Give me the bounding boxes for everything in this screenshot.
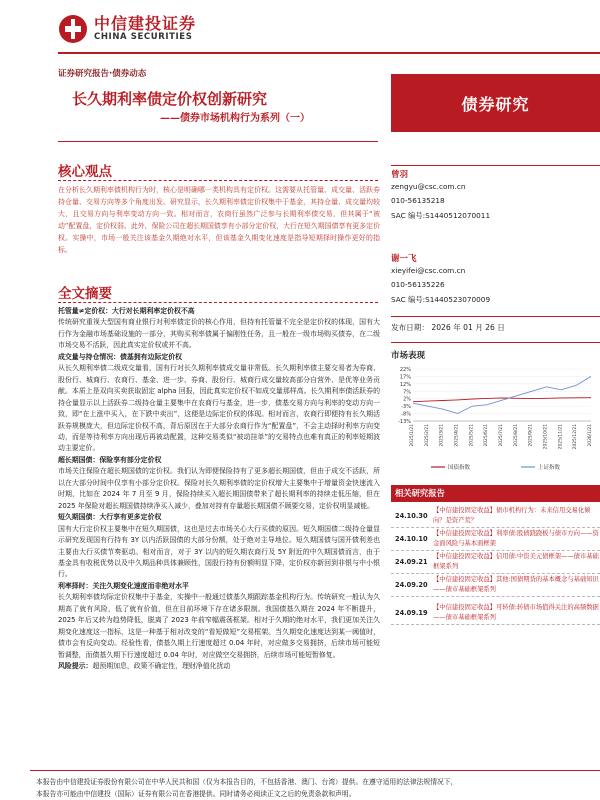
category-box: 债券研究: [391, 74, 600, 132]
summary-paragraph: 市场关注保险在超长期国债的定价权。我们认为即便保险持有了更多超长期国债，但由于成交不活跃，所以在大部分时间中仅享有小部分定价权。保险对长久期利率债的定价权增大主要集中于增量资金快速流入时期，比如在 2024 年 7 月至 9 月，保险持续买入超长期国债带来了超长期利率的持续走低压缩，但在 2025 年保险对超长期国债持续净买入减少，叠加对持有存量超长期国债不顾要交易，定价权明显减能。: [58, 467, 380, 510]
y-tick-label: -13%: [398, 419, 411, 425]
related-date: 24.09.20: [395, 581, 428, 589]
summary-paragraph: 传统研究重视大型国有商业银行对利率债定价的核心作用，但持有托管量不完全是定价权的体现，国有大行作为金融市场基础设施的一部分，其购买利率债属于偏刚性任务，且一般在一级市场购买债券，在二级市场交易不活跃，因此真实定价权或并不高。: [58, 318, 380, 350]
series-line: [413, 376, 591, 413]
x-tick-label: 2025/1/21: [410, 424, 415, 447]
x-tick-label: 2025/5/21: [469, 424, 475, 447]
y-tick-label: 12%: [399, 381, 411, 388]
brand-name-en: CHINA SECURITIES: [94, 32, 193, 42]
x-tick-label: 2025/8/21: [513, 424, 519, 447]
x-tick-label: 2025/10/21: [543, 424, 549, 450]
core-heading: 核心观点: [58, 164, 112, 180]
market-chart-svg: [391, 363, 600, 473]
x-tick-label: 2025/11/21: [558, 424, 564, 450]
analyst-name: 谢一飞: [391, 254, 417, 264]
related-heading: 相关研究报告: [391, 485, 600, 502]
legend-label: 上证指数: [538, 465, 561, 471]
core-rule: [58, 180, 378, 181]
summary-lead: 短久期国债：大行享有更多定价权: [58, 513, 162, 522]
csc-logo-icon: [58, 14, 88, 44]
related-item[interactable]: [391, 551, 600, 574]
analyst-phone: 010-56135218: [391, 196, 445, 206]
related-item[interactable]: [391, 574, 600, 597]
footer-rule: [30, 770, 600, 771]
x-tick-label: 2025/9/21: [528, 424, 534, 447]
report-type: 证券研究报告·债券动态: [58, 69, 147, 79]
analyst-sac: SAC 编号:S1440523070009: [391, 294, 491, 304]
x-tick-label: 2025/3/21: [439, 424, 445, 447]
summary-lead: 成交量与持仓情况：债基拥有边际定价权: [58, 352, 183, 361]
summary-paragraph: 国有大行定价权主要集中在短久期国债，这也是过去市场关心大行买债的原因。短久期国债二级持仓量显示研究发现国有行持有 3Y 以内活跃国债的大部分份额，处于绝对主导地位。短久期国债与国开债利差也主要由大行买债节奏驱动。相对而言，对于 3Y 以内的短久期农商行及 5Y 附近的中久期国债而言，由于基金具有收税优势以及中久期品种具体兼顾性，国股行持有份额明显下降，定价权亦新回到非银与中小银行。: [58, 524, 380, 579]
footer-line: 本报告亦可能由中信建投（国际）证券有限公司在香港提供。同时请务必阅读正文之后的免责条款和声明。: [36, 790, 356, 798]
summary-lead: 超长期国债：保险享有部分定价权: [58, 455, 162, 464]
risk-warning: [58, 661, 380, 672]
analyst-phone: 010-56135226: [391, 280, 445, 290]
date-rule: [391, 316, 600, 317]
x-tick-label: 2025/6/21: [484, 424, 490, 447]
analyst-card: [391, 168, 600, 223]
series-line: [413, 398, 591, 402]
summary-lead: 利率择时：关注久期变化速度而非绝对水平: [58, 581, 189, 590]
y-tick-label: 2%: [403, 396, 411, 403]
summary-paragraph: 从长久期利率债二级成交量看，国有行对长久期利率债成交量非常低。长久期利率债主要交易者为券商、股份行、城商行、农商行、基金、进一步、券商、股份行、城商行成交量较高部分自营外、是优等业务贡献。本质上是双向买卖获取固定 alpha 回报，因此真实定价权不如成交量那样高。长久期利率债活跃券的持仓量显示以上活跃券二级持仓量主要集中在农商行与基金，进一步，债基交易方向与利率的变动方向一致，即“在上涨中买入，在下跌中卖出”，这便是边际定价权的体现。相对而言，农商行即便持有长久期活跃券规模庞大，但边际定价权不高，背后原因在于大部分农商行作为“配置盘”，不会主动择时利率方向变动，而是等待利率方向出现后再被动配置，这种交易类似“被动挂单”的交易特点也难有真正的利率短期波动主要定价。: [58, 364, 380, 453]
risk-lead: 风险提示：: [58, 662, 93, 671]
summary-body: [58, 306, 380, 673]
related-item[interactable]: [391, 505, 600, 528]
brand-logo: [58, 12, 223, 46]
related-title[interactable]: 【中信建投固定收益】利率债:股债跷跷板与债市方向——资金面风险与基本面框架: [433, 530, 599, 547]
analyst-email[interactable]: xieyifei@csc.com.cn: [391, 266, 466, 275]
header-rule: [58, 52, 600, 54]
related-title[interactable]: 【中信建投固定收益】其他:国债期货的基本概念与基础知识——债市基础框架系列: [433, 576, 599, 593]
related-title[interactable]: 【中信建投固定收益】信用债:中资美元债框架——债市基础框架系列: [433, 553, 599, 570]
related-item[interactable]: [391, 602, 600, 625]
related-date: 24.09.21: [395, 558, 428, 566]
market-title: 市场表现: [391, 351, 426, 361]
title-rule: [58, 141, 378, 142]
market-rule: [391, 342, 600, 343]
publish-date: 发布日期： 2026 年 01 月 26 日: [391, 323, 505, 332]
analyst-email[interactable]: zengyu@csc.com.cn: [391, 182, 466, 191]
x-tick-label: 2025/2/21: [424, 424, 430, 447]
market-chart: [391, 363, 600, 473]
x-tick-label: 2025/12/21: [573, 424, 579, 450]
x-tick-label: 2025/7/21: [499, 424, 504, 447]
summary-heading: 全文摘要: [58, 286, 112, 302]
analyst-name: 曾羽: [391, 170, 409, 180]
related-date: 24.10.10: [395, 535, 428, 543]
analyst-rule: [391, 165, 600, 166]
summary-lead: 托管量≠定价权：大行对长期利率定价权不高: [58, 307, 195, 315]
y-tick-label: 17%: [399, 374, 411, 381]
legend-label: 国债指数: [448, 465, 471, 471]
related-item[interactable]: [391, 528, 600, 551]
report-subtitle: ——债券市场机构行为系列（一）: [160, 113, 310, 124]
analyst-card: [391, 252, 600, 307]
related-date: 24.10.30: [395, 512, 428, 520]
analyst-sac: SAC 编号:S1440512070011: [391, 210, 491, 220]
x-tick-label: 2025/4/21: [454, 424, 460, 447]
y-tick-label: 7%: [403, 389, 411, 396]
core-text: 在分析长久期利率债机构行为时，核心是明确哪一类机构具有定价权。这需要从托管量、成交量、活跃券持仓量、交易方向等多个角度出发。研究显示，长久期利率债定价权集中于基金，其持仓量、成交量均较大，且交易方向与利率变动方向一致。相对而言，农商行虽然广泛参与长期利率债交易，但其属于“被动”配置盘，定价权弱。此外，保险公司在超长期国债享有小部分定价权，大行在短久期国债享有更多定价权。实操中，市场一般关注该基金久期绝对水平，但该基金久期变化速度是指导短期择时操作更好的指标。: [58, 186, 380, 255]
report-title: 长久期利率债定价权创新研究: [72, 90, 268, 108]
y-tick-label: 22%: [399, 367, 411, 373]
summary-paragraph: 长久期利率债均际定价权集中于基金，实操中一般通过债基久期跟踪基金机构行为。传统研究一般认为久期高了就有风险，低了就有价值，但在目前环境下存在诸多限制。我国债基久期在 2024 年不断提升，2025 年后又转为趋势降低，脱离了 2023 年前窄幅震荡框架。相对于久期的绝对水平，我们更加关注久期变化速度这一指标，这是一种基于相对改变的“看短做短”交易框架。当久期变化速度达到某一阈值时，债市会有反向变动。经验性看，债基久期上行速度超过 0.04 年时，对应做多交易拥挤，后续市场可能短暂调整，而债基久期下行速度超过 0.04 年时，对应做空交易拥挤，后续市场可能短暂修复。: [58, 593, 380, 659]
x-tick-label: 2026/1/21: [588, 424, 593, 447]
brand-name-cn: 中信建投证券: [94, 14, 197, 33]
footer-line: 本报告由中信建投证券股份有限公司在中华人民共和国（仅为本报告目的，不包括香港、澳门、台湾）提供。在遵守适用的法律法规情况下，: [36, 778, 458, 786]
related-title[interactable]: 【中信建投固定收益】可转债:转债市场值得关注的高频数据——债市基础框架系列: [433, 604, 599, 621]
y-tick-label: -8%: [401, 411, 411, 418]
related-date: 24.09.19: [395, 609, 428, 617]
related-title[interactable]: 【中信建投固定收益】债市机构行为：未来信用交易化倾向？是资产荒？: [433, 507, 591, 524]
risk-text: 超预期加息，政策不确定性，理财净值化扰动: [92, 662, 231, 671]
summary-rule: [58, 302, 378, 303]
y-tick-label: -3%: [401, 404, 411, 411]
footer-disclaimer: [36, 776, 600, 800]
